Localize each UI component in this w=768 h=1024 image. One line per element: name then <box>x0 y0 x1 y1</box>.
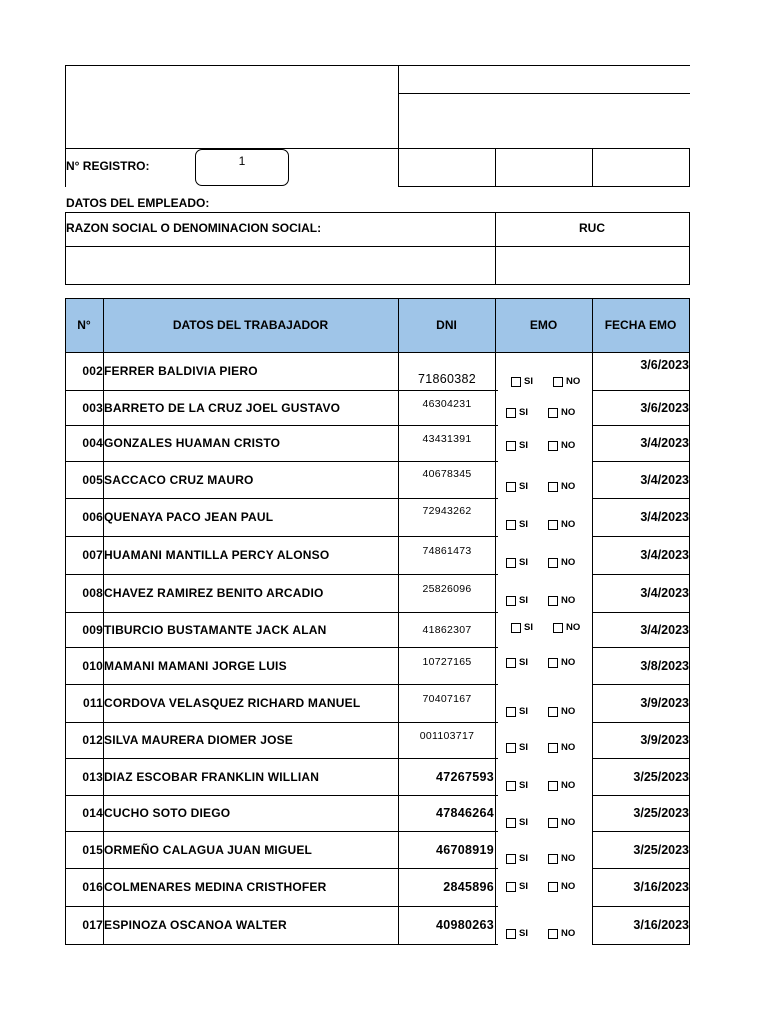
table-header-col-line <box>689 298 690 352</box>
emo-options <box>506 906 590 944</box>
table-header-col-line <box>103 298 104 352</box>
worker-name: DIAZ ESCOBAR FRANKLIN WILLIAN <box>104 769 320 784</box>
row-number: 006 <box>82 510 103 524</box>
emo-si-checkbox[interactable] <box>506 780 528 791</box>
razon-bottom-line <box>65 284 690 285</box>
worker-dni: 47267593 <box>435 769 494 784</box>
worker-name: ORMEÑO CALAGUA JUAN MIGUEL <box>104 842 313 857</box>
worker-dni: 47846264 <box>435 806 494 820</box>
fecha-emo: 3/4/2023 <box>640 622 689 637</box>
table-row <box>65 390 690 425</box>
checkbox-icon[interactable] <box>511 377 521 387</box>
emo-no-checkbox[interactable] <box>548 742 575 753</box>
emo-no-checkbox[interactable] <box>548 595 575 606</box>
table-row <box>65 684 690 722</box>
checkbox-label: SI <box>524 622 533 633</box>
checkbox-label: NO <box>561 657 576 668</box>
worker-dni: 001103717 <box>419 730 475 742</box>
checkbox-icon[interactable] <box>506 482 516 492</box>
worker-name: SILVA MAURERA DIOMER JOSE <box>104 733 294 747</box>
checkbox-label: NO <box>561 928 576 939</box>
razon-right-border <box>689 212 690 285</box>
checkbox-icon[interactable] <box>506 441 516 451</box>
emo-si-checkbox[interactable] <box>511 376 533 387</box>
row-number: 008 <box>82 586 103 600</box>
emo-si-checkbox[interactable] <box>506 595 528 606</box>
fecha-emo: 3/16/2023 <box>633 918 689 932</box>
worker-dni: 41862307 <box>422 623 472 636</box>
table-header-col-line <box>592 298 593 352</box>
header-line-3 <box>398 186 690 187</box>
emo-si-checkbox[interactable] <box>506 440 528 451</box>
emo-no-checkbox[interactable] <box>548 881 575 892</box>
checkbox-label: NO <box>561 706 576 717</box>
row-number: 002 <box>82 364 103 378</box>
checkbox-label: NO <box>561 881 576 892</box>
header-divider-3 <box>592 148 593 186</box>
table-row <box>65 647 690 684</box>
worker-name: COLMENARES MEDINA CRISTHOFER <box>104 880 327 894</box>
row-number: 003 <box>82 400 103 415</box>
registro-field[interactable] <box>195 149 289 186</box>
checkbox-icon[interactable] <box>548 520 558 530</box>
header-divider-2 <box>495 148 496 186</box>
worker-dni: 71860382 <box>417 372 476 386</box>
emo-options <box>506 612 590 647</box>
worker-dni: 10727165 <box>422 655 472 668</box>
datos-empleado-label: DATOS DEL EMPLEADO: <box>66 196 210 210</box>
emo-si-checkbox[interactable] <box>506 706 528 717</box>
table-row <box>65 868 690 906</box>
row-number: 017 <box>82 918 103 932</box>
fecha-emo: 3/4/2023 <box>640 586 689 600</box>
razon-mid-line <box>65 246 690 247</box>
checkbox-label: SI <box>519 706 528 717</box>
checkbox-icon[interactable] <box>548 707 558 717</box>
col-header-emo: EMO <box>529 318 558 332</box>
emo-no-checkbox[interactable] <box>548 657 575 668</box>
worker-name: CHAVEZ RAMIREZ BENITO ARCADIO <box>104 586 324 600</box>
registro-label: N° REGISTRO: <box>66 159 150 173</box>
fecha-emo: 3/6/2023 <box>640 358 689 372</box>
worker-dni: 74861473 <box>422 545 472 557</box>
emo-no-checkbox[interactable] <box>548 440 575 451</box>
checkbox-icon[interactable] <box>548 818 558 828</box>
table-row <box>65 831 690 868</box>
worker-dni: 46708919 <box>435 842 494 857</box>
worker-dni: 2845896 <box>443 880 494 894</box>
table-row <box>65 425 690 461</box>
worker-name: GONZALES HUAMAN CRISTO <box>104 436 281 450</box>
emo-options <box>506 647 590 684</box>
row-number: 016 <box>82 880 103 894</box>
row-number: 007 <box>82 548 103 562</box>
fecha-emo: 3/8/2023 <box>640 658 689 673</box>
worker-name: CORDOVA VELASQUEZ RICHARD MANUEL <box>104 696 361 710</box>
worker-name: TIBURCIO BUSTAMANTE JACK ALAN <box>104 622 327 637</box>
emo-si-checkbox[interactable] <box>506 481 528 492</box>
checkbox-icon[interactable] <box>548 408 558 418</box>
col-header-fecha-emo: FECHA EMO <box>604 318 677 332</box>
checkbox-label: NO <box>561 481 576 492</box>
header-line-2 <box>65 148 690 149</box>
checkbox-label: SI <box>519 557 528 568</box>
checkbox-icon[interactable] <box>506 707 516 717</box>
table-row <box>65 795 690 831</box>
checkbox-icon[interactable] <box>506 596 516 606</box>
table-row <box>65 722 690 758</box>
checkbox-label: SI <box>519 657 528 668</box>
fecha-emo: 3/16/2023 <box>633 880 689 894</box>
emo-options <box>506 352 590 390</box>
header-inner-line <box>398 93 690 94</box>
emo-si-checkbox[interactable] <box>506 557 528 568</box>
checkbox-icon[interactable] <box>548 482 558 492</box>
table-row <box>65 536 690 574</box>
table-row <box>65 352 690 390</box>
checkbox-icon[interactable] <box>553 623 563 633</box>
fecha-emo: 3/25/2023 <box>633 806 689 820</box>
emo-options <box>506 684 590 722</box>
fecha-emo: 3/25/2023 <box>633 842 689 857</box>
row-line-left <box>65 944 498 945</box>
fecha-emo: 3/4/2023 <box>640 510 689 524</box>
col-header-trabajador: DATOS DEL TRABAJADOR <box>172 318 329 332</box>
fecha-emo: 3/4/2023 <box>640 436 689 450</box>
row-number: 015 <box>82 842 103 857</box>
worker-name: CUCHO SOTO DIEGO <box>104 806 231 820</box>
checkbox-icon[interactable] <box>553 377 563 387</box>
fecha-emo: 3/4/2023 <box>640 472 689 487</box>
checkbox-icon[interactable] <box>506 743 516 753</box>
col-header-dni: DNI <box>436 318 457 332</box>
worker-dni: 40980263 <box>435 918 494 932</box>
checkbox-label: NO <box>561 595 576 606</box>
header-top-border <box>65 65 690 66</box>
checkbox-icon[interactable] <box>548 441 558 451</box>
worker-dni: 46304231 <box>422 397 472 410</box>
checkbox-icon[interactable] <box>548 882 558 892</box>
checkbox-icon[interactable] <box>506 781 516 791</box>
checkbox-label: NO <box>561 817 576 828</box>
emo-no-checkbox[interactable] <box>548 481 575 492</box>
checkbox-label: SI <box>519 780 528 791</box>
emo-si-checkbox[interactable] <box>506 519 528 530</box>
checkbox-label: NO <box>566 622 581 633</box>
emo-no-checkbox[interactable] <box>553 376 580 387</box>
table-row <box>65 906 690 944</box>
emo-options <box>506 758 590 795</box>
checkbox-icon[interactable] <box>548 558 558 568</box>
checkbox-label: SI <box>519 853 528 864</box>
checkbox-label: SI <box>519 481 528 492</box>
row-number: 004 <box>82 436 103 450</box>
table-header-col-line <box>65 298 66 352</box>
checkbox-icon[interactable] <box>506 408 516 418</box>
header-divider <box>398 65 399 187</box>
checkbox-icon[interactable] <box>506 854 516 864</box>
razon-top-line <box>65 212 690 213</box>
emo-si-checkbox[interactable] <box>506 742 528 753</box>
checkbox-label: NO <box>561 780 576 791</box>
table-row <box>65 612 690 647</box>
checkbox-label: SI <box>524 376 533 387</box>
row-number: 014 <box>82 806 103 820</box>
checkbox-label: SI <box>519 407 528 418</box>
emo-no-checkbox[interactable] <box>548 817 575 828</box>
checkbox-icon[interactable] <box>511 623 521 633</box>
checkbox-label: SI <box>519 742 528 753</box>
worker-dni: 43431391 <box>422 433 472 445</box>
checkbox-icon[interactable] <box>548 929 558 939</box>
col-header-n: N° <box>77 318 91 332</box>
emo-no-checkbox[interactable] <box>548 557 575 568</box>
emo-options <box>506 868 590 906</box>
emo-options <box>506 722 590 758</box>
row-number: 013 <box>82 769 103 784</box>
checkbox-label: NO <box>561 407 576 418</box>
checkbox-label: NO <box>561 519 576 530</box>
table-row <box>65 758 690 795</box>
row-number: 010 <box>82 658 103 673</box>
table-row <box>65 574 690 612</box>
table-header-col-line <box>398 298 399 352</box>
checkbox-icon[interactable] <box>548 596 558 606</box>
emo-no-checkbox[interactable] <box>548 407 575 418</box>
worker-dni: 70407167 <box>422 693 472 705</box>
worker-name: ESPINOZA OSCANOA WALTER <box>104 918 287 932</box>
emo-no-checkbox[interactable] <box>548 519 575 530</box>
emo-si-checkbox[interactable] <box>506 657 528 668</box>
emo-options <box>506 390 590 425</box>
emo-si-checkbox[interactable] <box>511 622 533 633</box>
table-row <box>65 498 690 536</box>
fecha-emo: 3/4/2023 <box>640 548 689 562</box>
emo-options <box>506 831 590 868</box>
worker-name: BARRETO DE LA CRUZ JOEL GUSTAVO <box>104 400 341 415</box>
fecha-emo: 3/9/2023 <box>640 696 689 710</box>
checkbox-icon[interactable] <box>506 658 516 668</box>
emo-no-checkbox[interactable] <box>548 706 575 717</box>
checkbox-icon[interactable] <box>506 882 516 892</box>
worker-name: QUENAYA PACO JEAN PAUL <box>104 510 274 524</box>
checkbox-label: SI <box>519 519 528 530</box>
worker-dni: 72943262 <box>422 505 472 517</box>
checkbox-label: SI <box>519 440 528 451</box>
checkbox-icon[interactable] <box>506 929 516 939</box>
worker-dni: 40678345 <box>422 467 472 480</box>
worker-name: FERRER BALDIVIA PIERO <box>104 364 258 378</box>
emo-no-checkbox[interactable] <box>548 780 575 791</box>
header-right-border <box>689 148 690 186</box>
emo-options <box>506 461 590 498</box>
emo-no-checkbox[interactable] <box>548 853 575 864</box>
checkbox-label: SI <box>519 881 528 892</box>
fecha-emo: 3/6/2023 <box>640 400 689 415</box>
razon-social-label: RAZON SOCIAL O DENOMINACION SOCIAL: <box>66 221 322 235</box>
table-row <box>65 461 690 498</box>
checkbox-icon[interactable] <box>506 818 516 828</box>
emo-options <box>506 498 590 536</box>
emo-options <box>506 425 590 461</box>
registro-value: 1 <box>238 154 246 168</box>
emo-no-checkbox[interactable] <box>553 622 580 633</box>
row-number: 005 <box>82 472 103 487</box>
emo-options <box>506 574 590 612</box>
worker-name: MAMANI MAMANI JORGE LUIS <box>104 658 287 673</box>
checkbox-icon[interactable] <box>548 854 558 864</box>
checkbox-label: NO <box>561 440 576 451</box>
checkbox-label: SI <box>519 817 528 828</box>
table-header-col-line <box>495 298 496 352</box>
worker-name: HUAMANI MANTILLA PERCY ALONSO <box>104 548 330 562</box>
checkbox-icon[interactable] <box>548 658 558 668</box>
row-number: 009 <box>82 622 103 637</box>
checkbox-label: SI <box>519 595 528 606</box>
emo-no-checkbox[interactable] <box>548 928 575 939</box>
emo-si-checkbox[interactable] <box>506 881 528 892</box>
row-number: 011 <box>83 696 103 710</box>
emo-si-checkbox[interactable] <box>506 407 528 418</box>
checkbox-icon[interactable] <box>548 781 558 791</box>
worker-dni: 25826096 <box>422 583 472 595</box>
checkbox-icon[interactable] <box>548 743 558 753</box>
ruc-label: RUC <box>579 221 605 235</box>
checkbox-label: NO <box>561 853 576 864</box>
emo-options <box>506 795 590 831</box>
emo-si-checkbox[interactable] <box>506 853 528 864</box>
table-top-border <box>65 298 690 299</box>
checkbox-label: NO <box>561 742 576 753</box>
checkbox-label: SI <box>519 928 528 939</box>
emo-si-checkbox[interactable] <box>506 928 528 939</box>
row-number: 012 <box>82 733 103 747</box>
checkbox-label: NO <box>561 557 576 568</box>
row-line-right <box>592 944 690 945</box>
worker-name: SACCACO CRUZ MAURO <box>104 472 254 487</box>
checkbox-label: NO <box>566 376 581 387</box>
emo-si-checkbox[interactable] <box>506 817 528 828</box>
fecha-emo: 3/25/2023 <box>633 769 689 784</box>
checkbox-icon[interactable] <box>506 520 516 530</box>
checkbox-icon[interactable] <box>506 558 516 568</box>
emo-options <box>506 536 590 574</box>
fecha-emo: 3/9/2023 <box>640 733 689 747</box>
